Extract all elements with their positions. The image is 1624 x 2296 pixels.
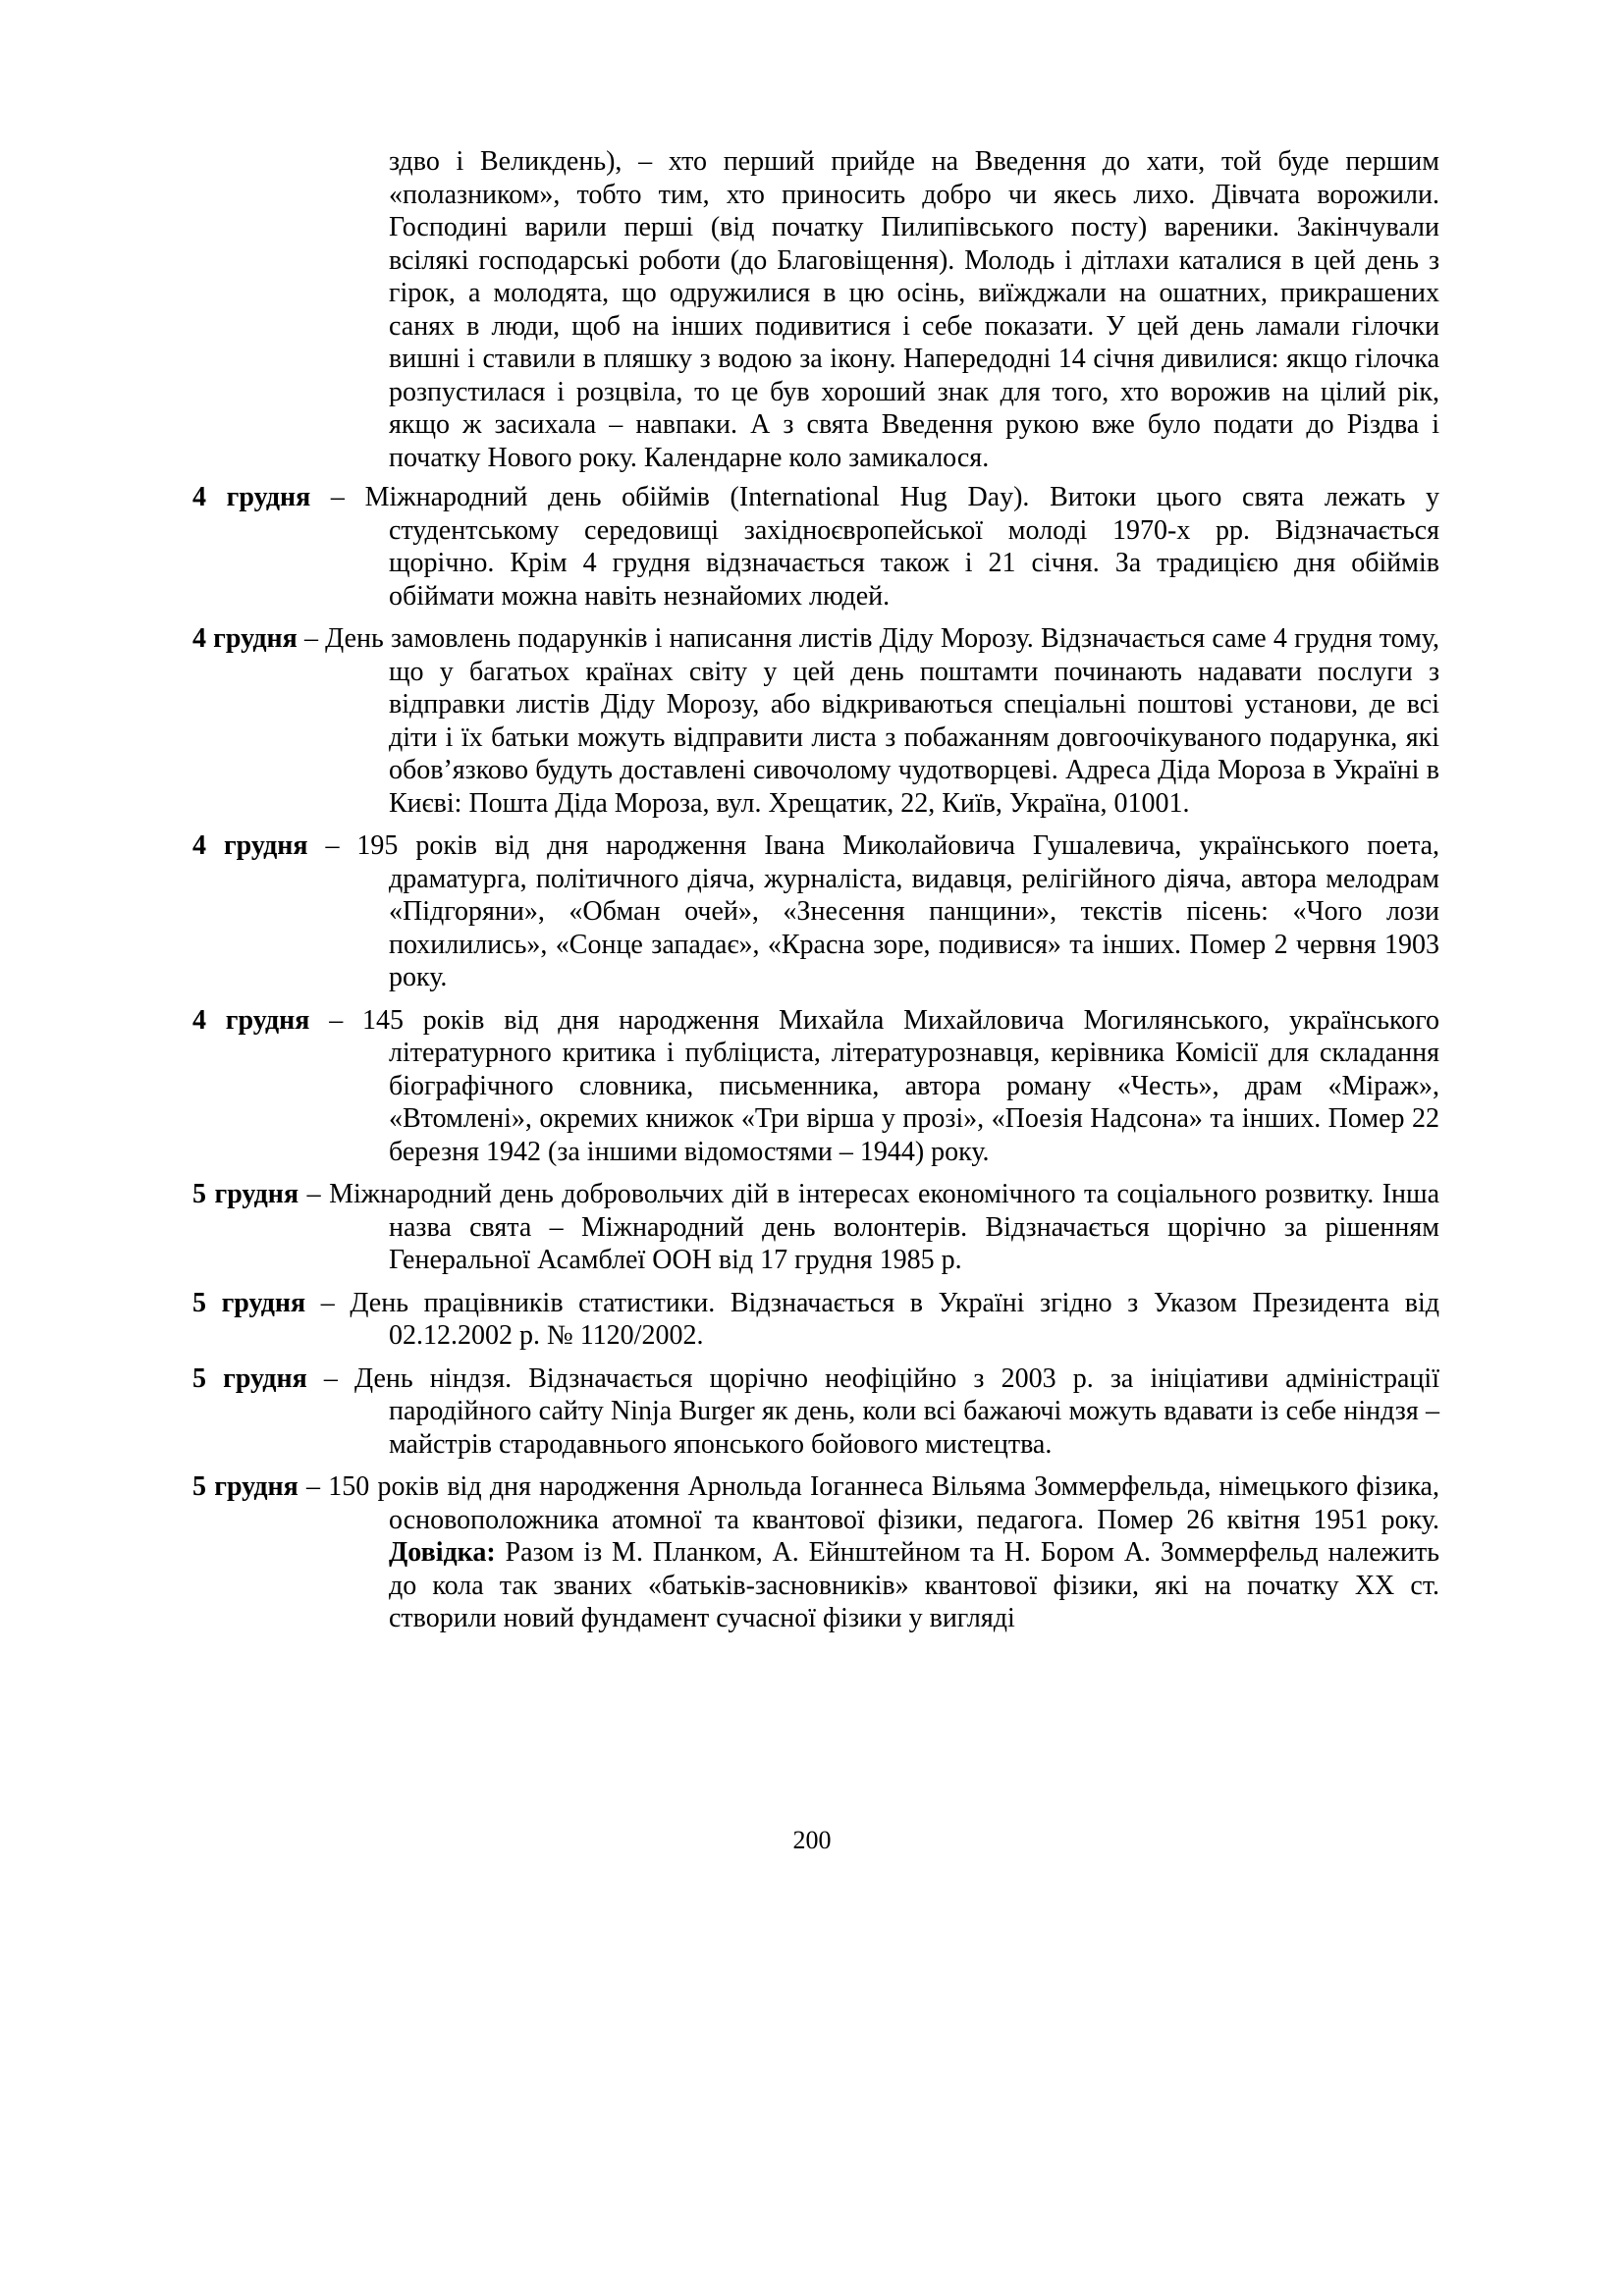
entry-hug-day xyxy=(192,481,1439,613)
entry-statistics-day xyxy=(192,1287,1439,1353)
entry-date: 4 грудня xyxy=(192,830,308,861)
entry-text: – 145 років від дня народження Михайла Михайловича Могилянського, українського літературного критика і публіциста, літературознавця, керівника Комісії для складання біографічного словника, письменника, автора роману «Честь», драм «Міраж», «Втомлені», окремих книжок «Три вірша у прозі», «Поезія Надсона» та інших. Помер 22 березня 1942 (за іншими відомостями – 1944) року. xyxy=(309,1004,1439,1167)
entry-text: – 195 років від дня народження Івана Миколайовича Гушалевича, українського поета, драматурга, політичного діяча, журналіста, видавця, релігійного діяча, автора мелодрам «Підгоряни», «Обман очей», «Знесення панщини», текстів пісень: «Чого лози похилились», «Сонце западає», «Красна зоре, подивися» та інших. Помер 2 червня 1903 року. xyxy=(307,830,1439,992)
entry-text: – День замовлень подарунків і написання листів Діду Морозу. Відзначається саме 4 грудня тому, що у багатьох країнах світу у цей день поштамти починають надавати послуги з відправки листів Діду Морозу, або відкриваються спеціальні поштові установи, де всі діти і їх батьки можуть відправити листа з побажанням довгоочікуваного подарунка, які обов’язково будуть доставлені сивочолому чудотворцеві. Адреса Діда Мороза в Україні в Києві: Пошта Діда Мороза, вул. Хрещатик, 22, Київ, Україна, 01001. xyxy=(297,623,1439,819)
page-number: 200 xyxy=(792,1826,832,1854)
entry-hushalevych xyxy=(192,829,1439,994)
entry-text: – 150 років від дня народження Арнольда Іоганнеса Вільяма Зоммерфельда, німецького фізика, основоположника атомної та квантової фізики, педагога. Помер 26 квітня 1951 року. xyxy=(298,1471,1439,1535)
entry-text: – Міжнародний день обіймів (International Hug Day). Витоки цього свята лежать у студентському середовищі західноєвропейської молоді 1970-х рр. Відзначається щорічно. Крім 4 грудня відзначається також і 21 січня. За традицією дня обіймів обіймати можна навіть незнайомих людей. xyxy=(310,482,1439,612)
entry-date: 5 грудня xyxy=(192,1287,306,1318)
entry-ninja-day xyxy=(192,1362,1439,1462)
entry-date: 5 грудня xyxy=(192,1362,307,1394)
entry-text: – День працівників статистики. Відзначається в Україні згідно з Указом Президента від 02.12.2002 р. № 1120/2002. xyxy=(305,1287,1439,1351)
note-text: Разом із М. Планком, А. Ейнштейном та Н. Бором А. Зоммерфельд належить до кола так званих «батьків-засновників» квантової фізики, які на початку ХХ ст. створили новий фундамент сучасної фізики у вигляді xyxy=(389,1537,1439,1633)
entry-mohylianskyi xyxy=(192,1004,1439,1169)
entry-date: 5 грудня xyxy=(192,1471,298,1502)
page-content xyxy=(192,145,1439,1645)
entry-text: – Міжнародний день добровольчих дій в інтересах економічного та соціального розвитку. Інша назва свята – Міжнародний день волонтерів. Відзначається щорічно за рішенням Генеральної Асамблеї ООН від 17 грудня 1985 р. xyxy=(298,1179,1439,1275)
entry-sommerfeld xyxy=(192,1470,1439,1635)
entry-date: 4 грудня xyxy=(192,623,298,654)
entry-santa-letters xyxy=(192,622,1439,820)
entry-volunteer-day xyxy=(192,1178,1439,1277)
note-label: Довідка: xyxy=(389,1537,496,1568)
entry-date: 4 грудня xyxy=(192,482,311,512)
continuation-paragraph: здво і Великдень), – хто перший прийде на Введення до хати, той буде першим «полазником», тобто тим, хто приносить добро чи якесь лихо. Дівчата ворожили. Господині варили перші (від початку Пилипівського посту) вареники. Закінчували всілякі господарські роботи (до Благовіщення). Молодь і дітлахи каталися в цей день з гірок, а молодята, що одружилися в цю осінь, виїжджали на ошатних, прикрашених санях в люди, щоб на інших подивитися і себе показати. У цей день ламали гілочки вишні і ставили в пляшку з водою за ікону. Напередодні 14 січня дивилися: якщо гілочка розпустилася і розцвіла, то це був хороший знак для того, хто ворожив на цілий рік, якщо ж засихала – навпаки. А з свята Введення рукою вже було подати до Різдва і початку Нового року. Календарне коло замикалося. xyxy=(389,146,1439,473)
entry-date: 5 грудня xyxy=(192,1179,299,1209)
entry-text: – День ніндзя. Відзначається щорічно неофіційно з 2003 р. за ініціативи адміністрації пародійного сайту Ninja Burger як день, коли всі бажаючі можуть вдавати із себе ніндзя – майстрів стародавнього японського бойового мистецтва. xyxy=(306,1362,1439,1460)
entry-date: 4 грудня xyxy=(192,1004,310,1036)
